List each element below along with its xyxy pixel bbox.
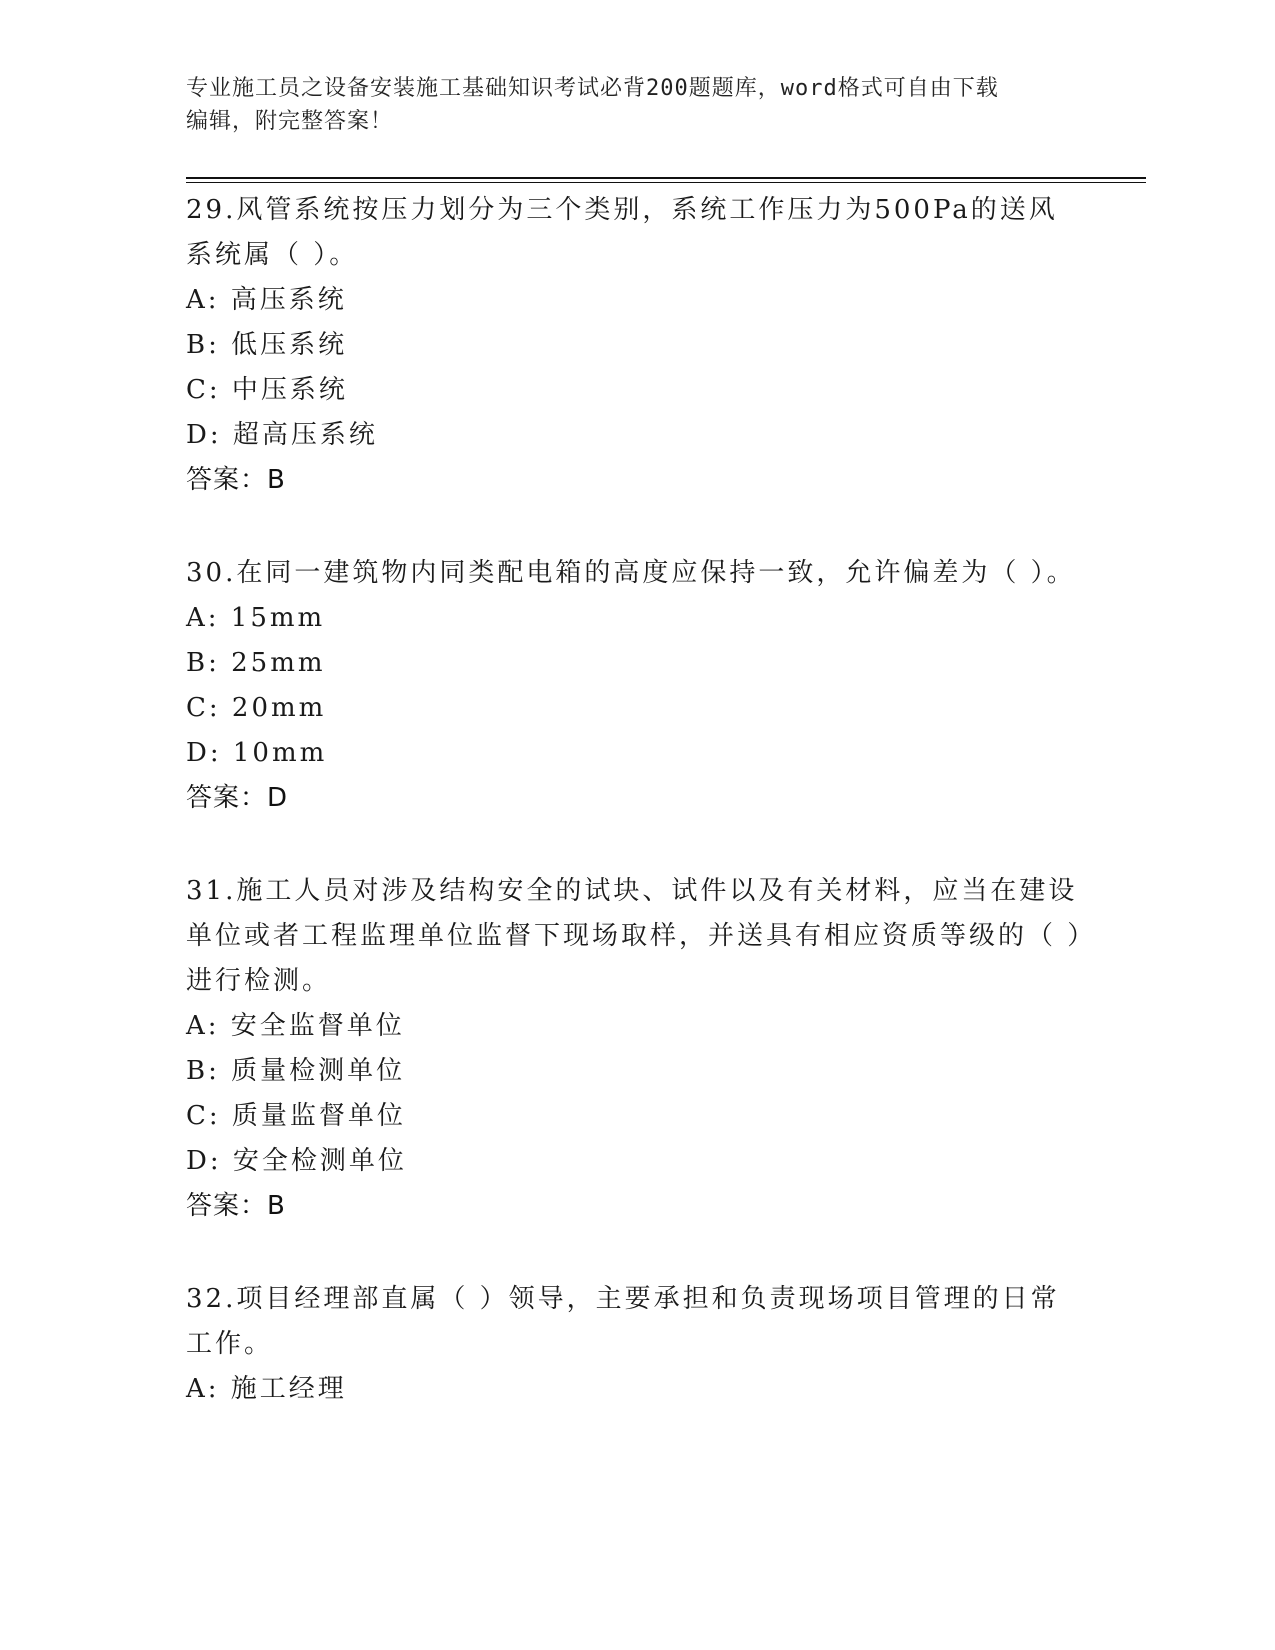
option-c: C: 20mm [186, 693, 327, 723]
option-d: D: 10mm [186, 738, 328, 768]
option-d: D: 安全检测单位 [186, 1146, 407, 1176]
option-c: C: 质量监督单位 [186, 1101, 406, 1131]
option-c: C: 中压系统 [186, 375, 348, 405]
question-text: 31.施工人员对涉及结构安全的试块、试件以及有关材料，应当在建设单位或者工程监理单位监督下现场取样，并送具有相应资质等级的（ ）进行检测。 [186, 876, 1084, 996]
option-a: A: 安全监督单位 [186, 1011, 405, 1041]
option-b: B: 25mm [186, 648, 326, 678]
option-a: A: 高压系统 [186, 285, 347, 315]
question-29 [186, 188, 1086, 503]
question-list [186, 188, 1086, 1460]
header-line-1: 专业施工员之设备安装施工基础知识考试必背200题题库，word格式可自由下载 [186, 76, 999, 101]
answer-label: 答案：B [186, 465, 286, 495]
document-header [186, 72, 1066, 138]
question-text: 32.项目经理部直属（ ）领导，主要承担和负责现场项目管理的日常工作。 [186, 1284, 1060, 1359]
header-line-2: 编辑，附完整答案！ [186, 109, 394, 134]
option-a: A: 施工经理 [186, 1374, 347, 1404]
header-divider-thick [186, 177, 1146, 179]
option-b: B: 质量检测单位 [186, 1056, 406, 1086]
question-30 [186, 551, 1086, 821]
option-d: D: 超高压系统 [186, 420, 378, 450]
answer-label: 答案：D [186, 783, 289, 813]
question-text: 29.风管系统按压力划分为三个类别，系统工作压力为500Pa的送风系统属（ ）。 [186, 195, 1058, 270]
option-a: A: 15mm [186, 603, 326, 633]
answer-label: 答案：B [186, 1191, 286, 1221]
option-b: B: 低压系统 [186, 330, 348, 360]
question-text: 30.在同一建筑物内同类配电箱的高度应保持一致，允许偏差为（ ）。 [186, 558, 1076, 588]
question-32 [186, 1277, 1086, 1412]
header-divider-thin [186, 182, 1146, 183]
question-31 [186, 869, 1086, 1229]
